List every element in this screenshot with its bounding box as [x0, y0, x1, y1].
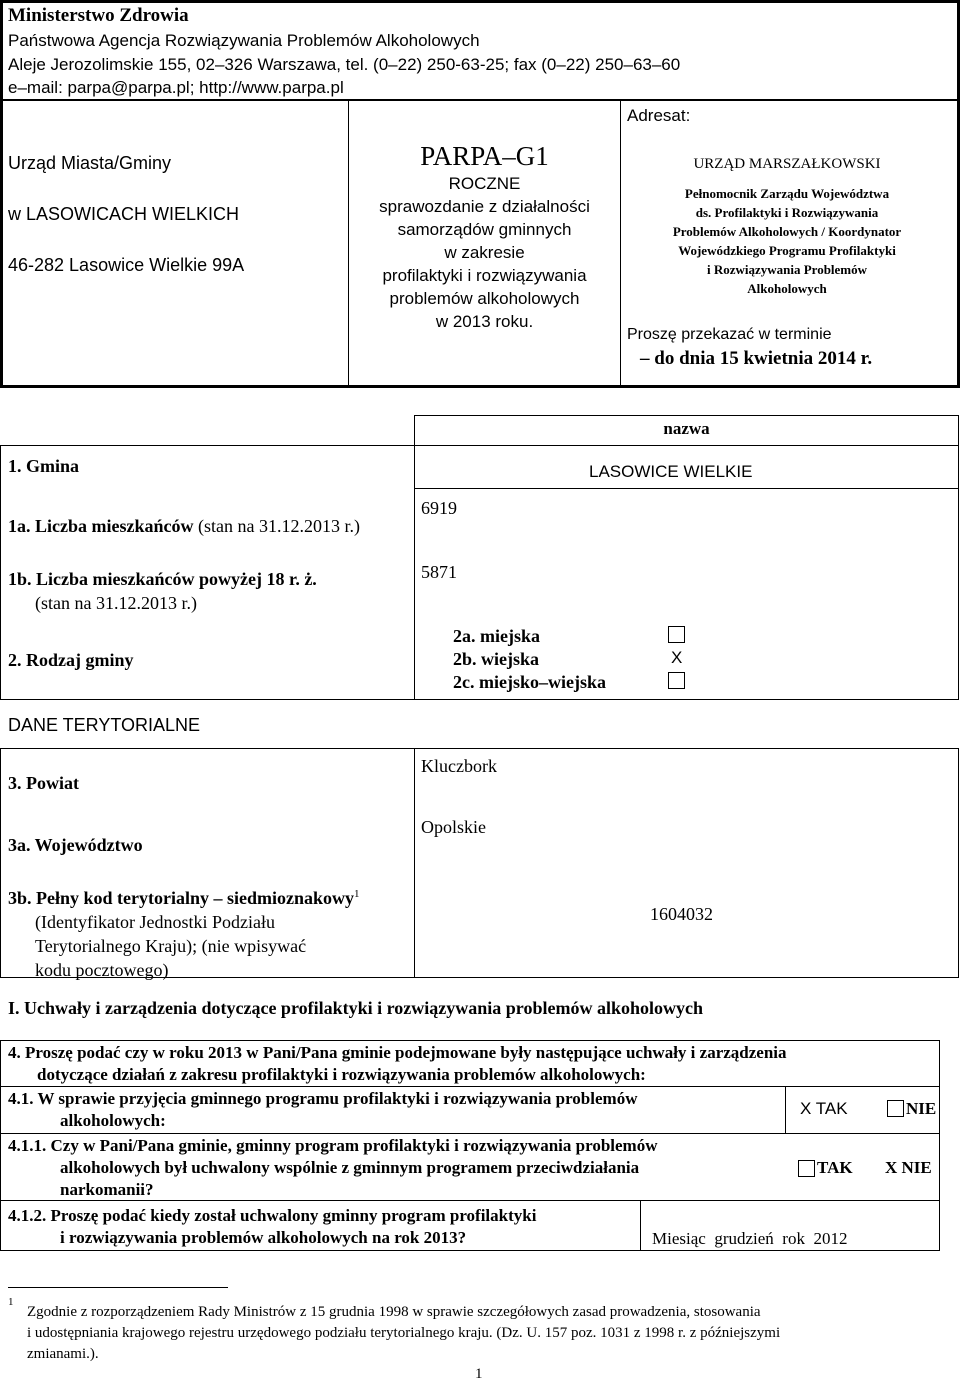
gmina-type-a-checkbox[interactable] — [668, 626, 685, 643]
teryt-code-value: 1604032 — [650, 904, 713, 924]
gmina-row-divider — [414, 488, 959, 489]
footnote-separator — [8, 1287, 228, 1288]
q41-yes[interactable]: X TAK — [800, 1099, 848, 1118]
section-heading: I. Uchwały i zarządzenia dotyczące profilaktyki i rozwiązywania problemów alkoholowych — [8, 998, 703, 1018]
residents-label-bold: 1a. Liczba mieszkańców — [8, 516, 194, 536]
addressee-detail-1: Pełnomocnik Zarządu Województwa — [684, 186, 890, 201]
form-line-5: profilaktyki i rozwiązywania — [382, 266, 587, 285]
q41-no: NIE — [906, 1099, 937, 1118]
header-divider — [0, 99, 960, 101]
footnote-text-2: i udostępniania krajowego rejestru urzędowego podziału terytorialnego kraju. (Dz. U. 157 poz. 1031 z 1998 r. z późniejszymi — [27, 1325, 781, 1341]
woj-label — [8, 835, 143, 856]
q41-line-2: alkoholowych: — [60, 1111, 166, 1130]
adult-residents-value: 5871 — [421, 562, 457, 582]
gmina-col-divider — [414, 445, 415, 700]
territory-heading: DANE TERYTORIALNE — [8, 715, 201, 735]
woj-label-text: 3a. Województwo — [8, 835, 143, 855]
q411-yes-checkbox[interactable] — [798, 1160, 815, 1177]
gmina-type-label: 2. Rodzaj gminy — [8, 650, 134, 670]
footnote-text-1: Zgodnie z rozporządzeniem Rady Ministrów z 15 grudnia 1998 w sprawie szczegółowych zasad prowadzenia, stosowania — [27, 1304, 761, 1320]
form-code: PARPA–G1 — [420, 141, 549, 171]
adult-residents-label: 1b. Liczba mieszkańców powyżej 18 r. ż. — [8, 569, 317, 589]
residents-label-date: (stan na 31.12.2013 r.) — [197, 516, 360, 536]
q411-no[interactable]: X NIE — [885, 1158, 932, 1177]
q411-yes: TAK — [817, 1158, 853, 1177]
footnote-number: 1 — [8, 1296, 14, 1308]
residents-label — [8, 516, 360, 537]
footnote-ref: 1 — [354, 888, 360, 900]
addressee-detail-6: Alkoholowych — [747, 281, 827, 296]
answer-col-divider-2 — [640, 1200, 641, 1251]
addressee-detail-5: i Rozwiązywania Problemów — [706, 262, 868, 277]
q41-line-1: 4.1. W sprawie przyjęcia gminnego programu profilaktyki i rozwiązywania problemów — [8, 1089, 638, 1108]
form-line-4: w zakresie — [444, 243, 525, 262]
addressee-label: Adresat: — [627, 106, 691, 125]
teryt-code-note-2: Terytorialnego Kraju); (nie wpisywać — [35, 936, 307, 956]
gmina-type-b: 2b. wiejska — [453, 649, 540, 669]
q4-line-2: dotyczące działań z zakresu profilaktyki i rozwiązywania problemów alkoholowych: — [37, 1065, 646, 1084]
teryt-code-note-1: (Identyfikator Jednostki Podziału — [35, 912, 275, 932]
ministry-name: Ministerstwo Zdrowia — [8, 5, 189, 26]
teryt-code-label-bold: 3b. Pełny kod terytorialny – siedmioznakowy — [8, 888, 355, 908]
form-line-3: samorządów gminnych — [397, 220, 572, 239]
gmina-label: 1. Gmina — [8, 456, 80, 476]
residents-value: 6919 — [421, 498, 457, 518]
page-number: 1 — [475, 1366, 483, 1382]
adult-residents-date: (stan na 31.12.2013 r.) — [35, 593, 197, 613]
addressee-detail-3: Problemów Alkoholowych / Koordynator — [672, 224, 902, 239]
gmina-type-b-mark[interactable]: X — [671, 648, 683, 667]
powiat-label: 3. Powiat — [8, 773, 79, 793]
col-divider-2 — [620, 101, 621, 386]
q411-line-2: alkoholowych był uchwalony wspólnie z gminnym programem przeciwdziałania — [60, 1158, 640, 1177]
sender-location: w LASOWICACH WIELKICH — [8, 204, 240, 224]
gmina-type-c: 2c. miejsko–wiejska — [453, 672, 606, 692]
gmina-value: LASOWICE WIELKIE — [589, 462, 753, 481]
row-divider-2 — [0, 1133, 940, 1134]
teryt-code-label — [8, 882, 360, 982]
footnote-text-3: zmianami.). — [27, 1346, 99, 1362]
q411-line-1: 4.1.1. Czy w Pani/Pana gminie, gminny program profilaktyki i rozwiązywania problemów — [8, 1136, 658, 1155]
q412-line-1: 4.1.2. Proszę podać kiedy został uchwalony gminny program profilaktyki — [8, 1206, 537, 1225]
row-divider-3 — [0, 1200, 940, 1201]
addressee-block — [622, 154, 952, 298]
agency-contact: e–mail: parpa@parpa.pl; http://www.parpa.pl — [8, 78, 344, 97]
q4-line-1: 4. Proszę podać czy w roku 2013 w Pani/Pana gminie podejmowane były następujące uchwały i zarządzenia — [8, 1043, 787, 1062]
form-title-block — [349, 140, 620, 333]
agency-address: Aleje Jerozolimskie 155, 02–326 Warszawa, tel. (0–22) 250-63-25; fax (0–22) 250–63–60 — [8, 55, 681, 74]
gmina-name-header: nazwa — [663, 419, 710, 438]
addressee-name: URZĄD MARSZAŁKOWSKI — [693, 156, 881, 172]
sender-postal: 46-282 Lasowice Wielkie 99A — [8, 255, 245, 275]
addressee-detail-4: Wojewódzkiego Programu Profilaktyki — [678, 243, 896, 258]
form-line-1: ROCZNE — [448, 174, 521, 193]
deadline-date: – do dnia 15 kwietnia 2014 r. — [640, 348, 873, 369]
gmina-type-a: 2a. miejska — [453, 626, 540, 646]
gmina-type-c-checkbox[interactable] — [668, 672, 685, 689]
q412-line-2: i rozwiązywania problemów alkoholowych na rok 2013? — [60, 1228, 467, 1247]
agency-name: Państwowa Agencja Rozwiązywania Problemów Alkoholowych — [8, 31, 480, 50]
territory-col-divider — [414, 748, 415, 978]
form-line-7: w 2013 roku. — [435, 312, 534, 331]
form-line-2: sprawozdanie z działalności — [379, 197, 590, 216]
q41-no-checkbox[interactable] — [887, 1100, 904, 1117]
sender-office: Urząd Miasta/Gminy — [8, 153, 172, 173]
form-line-6: problemów alkoholowych — [389, 289, 580, 308]
woj-value: Opolskie — [421, 817, 486, 837]
addressee-detail-2: ds. Profilaktyki i Rozwiązywania — [695, 205, 879, 220]
deadline-label: Proszę przekazać w terminie — [627, 326, 832, 343]
q411-line-3: narkomanii? — [60, 1180, 154, 1199]
teryt-code-note-3: kodu pocztowego) — [35, 960, 169, 980]
q412-answer[interactable]: Miesiąc grudzień rok 2012 — [652, 1229, 848, 1248]
powiat-value: Kluczbork — [421, 756, 497, 776]
row-divider-1 — [0, 1086, 940, 1087]
answer-col-divider-1 — [785, 1086, 786, 1133]
